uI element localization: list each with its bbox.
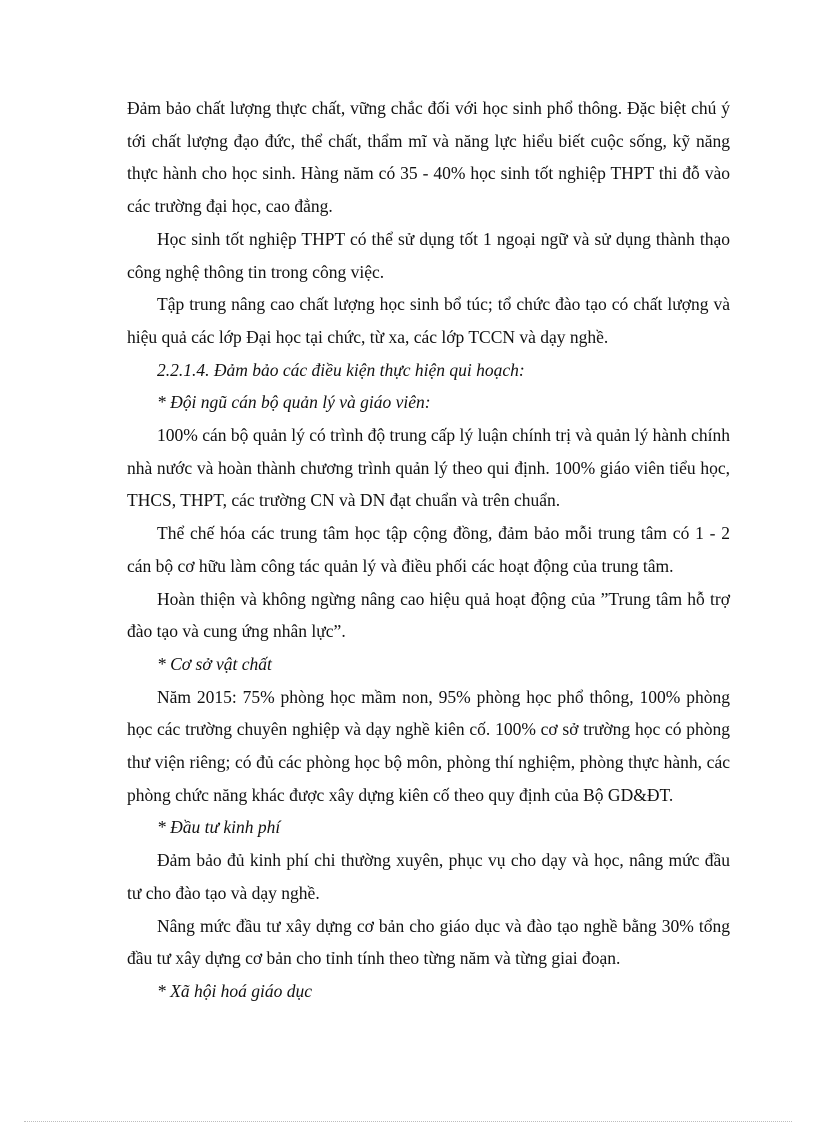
- paragraph-community-centers: Thể chế hóa các trung tâm học tập cộng đồng, đảm bảo mỗi trung tâm có 1 - 2 cán bộ cơ hữu làm công tác quản lý và điều phối các hoạt động của trung tâm.: [127, 523, 730, 576]
- paragraph-facilities: Năm 2015: 75% phòng học mầm non, 95% phòng học phổ thông, 100% phòng học các trường chuyên nghiệp và dạy nghề kiên cố. 100% cơ sở trường học có phòng thư viện riêng; có đủ các phòng học bộ môn, phòng thí nghiệm, phòng thực hành, các phòng chức năng khác được xây dựng kiên cố theo quy định của Bộ GD&ĐT.: [127, 686, 730, 805]
- paragraph-funding-construction: Nâng mức đầu tư xây dựng cơ bản cho giáo dục và đào tạo nghề bằng 30% tổng đầu tư xây dựng cơ bản cho tỉnh tính theo từng năm và từng giai đoạn.: [127, 915, 730, 969]
- subheading-funding: * Đầu tư kinh phí: [157, 817, 281, 838]
- paragraph-training-center: Hoàn thiện và không ngừng nâng cao hiệu quả hoạt động của ”Trung tâm hỗ trợ đào tạo và cung ứng nhân lực”.: [127, 588, 730, 642]
- paragraph-funding-operating: Đảm bảo đủ kinh phí chi thường xuyên, phục vụ cho dạy và học, nâng mức đầu tư cho đào tạo và dạy nghề.: [127, 850, 730, 903]
- paragraph-staff: 100% cán bộ quản lý có trình độ trung cấp lý luận chính trị và quản lý hành chính nhà nước và hoàn thành chương trình quản lý theo qui định. 100% giáo viên tiểu học, THCS, THPT, các trường CN và DN đạt chuẩn và trên chuẩn.: [127, 425, 730, 511]
- subheading-socialization: * Xã hội hoá giáo dục: [157, 980, 313, 1001]
- paragraph-quality: Đảm bảo chất lượng thực chất, vững chắc đối với học sinh phổ thông. Đặc biệt chú ý tới chất lượng đạo đức, thể chất, thẩm mĩ và năng lực hiểu biết cuộc sống, kỹ năng thực hành cho học sinh. Hàng năm có 35 - 40% học sinh tốt nghiệp THPT thi đỗ vào các trường đại học, cao đẳng.: [127, 98, 730, 217]
- paragraph-supplementary: Tập trung nâng cao chất lượng học sinh bổ túc; tổ chức đào tạo có chất lượng và hiệu quả các lớp Đại học tại chức, từ xa, các lớp TCCN và dạy nghề.: [127, 294, 730, 347]
- section-heading-conditions: 2.2.1.4. Đảm bảo các điều kiện thực hiện qui hoạch:: [157, 359, 525, 380]
- paragraph-graduates: Học sinh tốt nghiệp THPT có thể sử dụng tốt 1 ngoại ngữ và sử dụng thành thạo công nghệ thông tin trong công việc.: [127, 228, 730, 282]
- document-body: [127, 92, 730, 1008]
- page-bottom-divider: [24, 1121, 792, 1122]
- subheading-facilities: * Cơ sở vật chất: [157, 653, 272, 674]
- subheading-staff: * Đội ngũ cán bộ quản lý và giáo viên:: [157, 392, 431, 413]
